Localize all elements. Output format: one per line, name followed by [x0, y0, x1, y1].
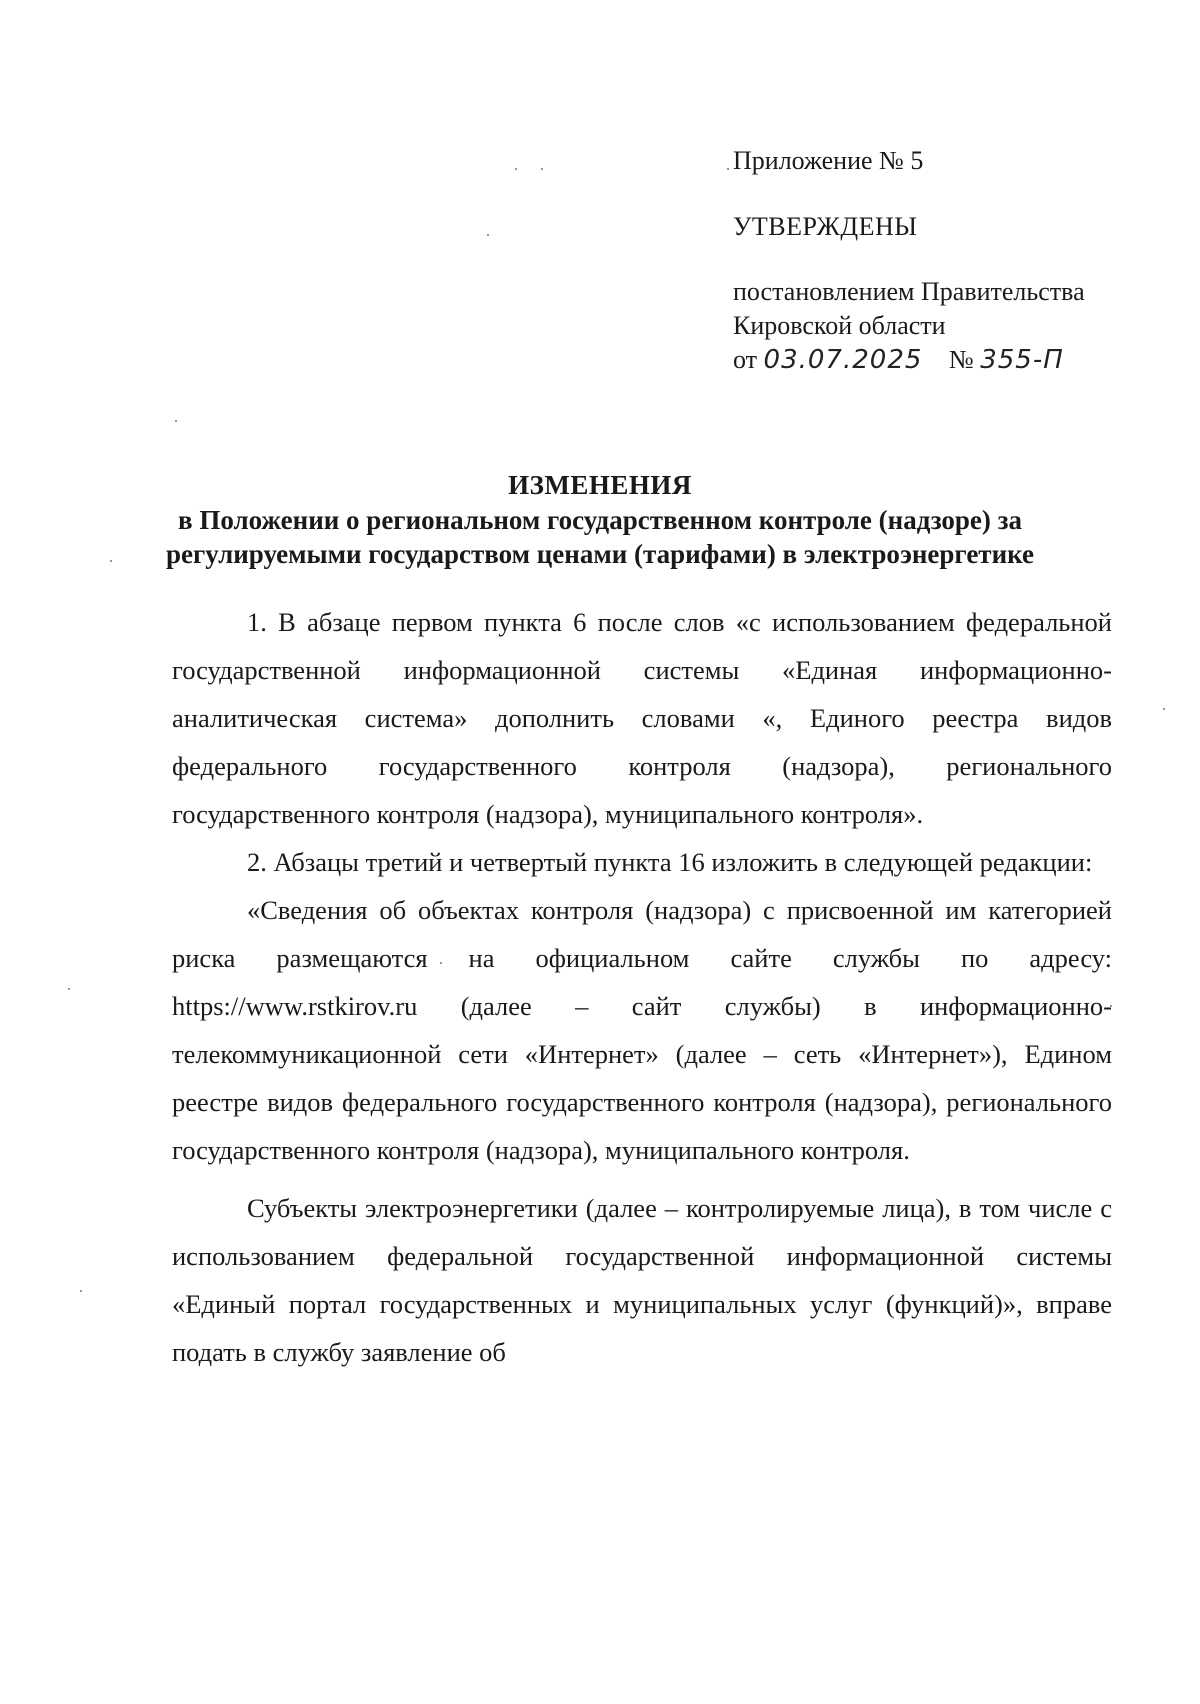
paragraph-1: 1. В абзаце первом пункта 6 после слов «с использованием федеральной государственной информационной системы «Единая информационно-аналитическая система» дополнить словами «, Единого реестра видов федерального государственного контроля (надзора), регионального государственного контроля (надзора), муниципального контроля».: [172, 607, 1112, 829]
handwritten-date: 03.07.2025: [763, 345, 923, 375]
number-sign: №: [948, 345, 974, 374]
paragraph-2: 2. Абзацы третий и четвертый пункта 16 изложить в следующей редакции:: [247, 847, 1093, 877]
document-body: [172, 598, 1112, 1376]
document-title: ИЗМЕНЕНИЯ: [508, 470, 692, 500]
decree-date-number: [733, 345, 1064, 375]
document-subtitle-line-1: в Положении о региональном государственном контроле (надзоре) за: [177, 505, 1022, 535]
paragraph-3: «Сведения об объектах контроля (надзора) с присвоенной им категорией риска размещаются на официальном сайте службы по адресу: https://www.rstkirov.ru (далее – сайт службы) в информационно-телекоммуникационной сети «Интернет» (далее – сеть «Интернет»), Едином реестре видов федерального государственного контроля (надзора), регионального государственного контроля (надзора), муниципального контроля.: [172, 895, 1112, 1165]
handwritten-number: 355-П: [980, 345, 1064, 375]
document-subtitle-line-2: регулируемыми государством ценами (тарифами) в электроэнергетике: [166, 539, 1034, 569]
approved-label: УТВЕРЖДЕНЫ: [733, 212, 918, 241]
paragraph-4: Субъекты электроэнергетики (далее – контролируемые лица), в том числе с использованием федеральной государственной информационной системы «Единый портал государственных и муниципальных услуг (функций)», вправе подать в службу заявление об: [172, 1193, 1112, 1367]
decree-line-1: постановлением Правительства: [733, 277, 1085, 306]
appendix-label: Приложение № 5: [733, 146, 924, 175]
date-prefix: от: [733, 345, 758, 374]
decree-line-2: Кировской области: [733, 311, 946, 340]
